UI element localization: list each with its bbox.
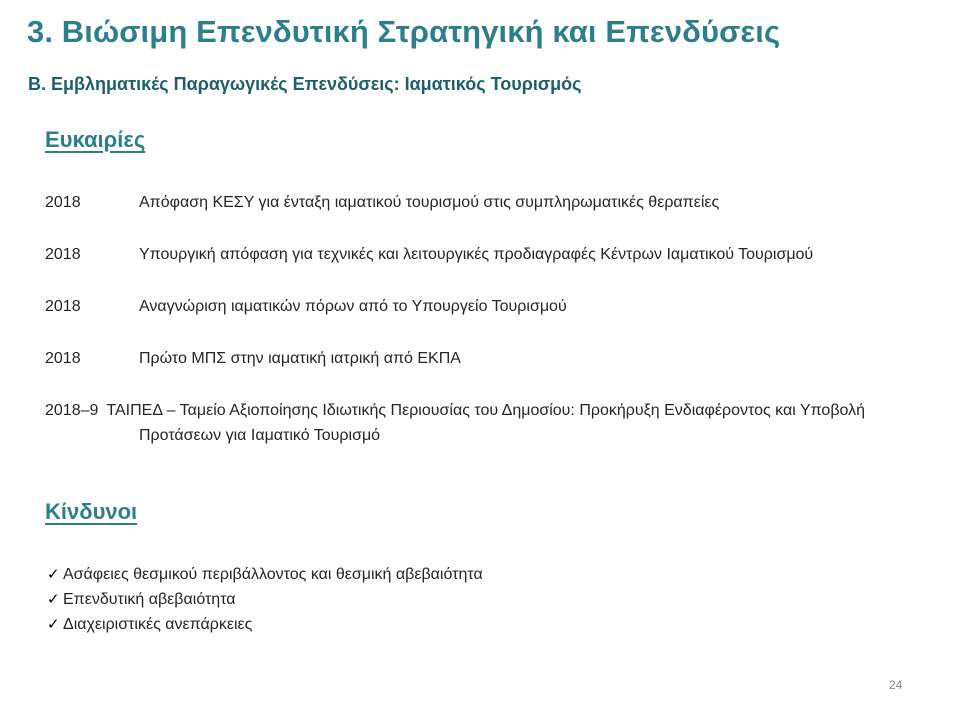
risk-item <box>47 587 483 612</box>
opportunity-item <box>45 346 915 371</box>
opportunity-item <box>45 398 915 448</box>
check-icon: ✓ <box>47 590 60 608</box>
opportunity-text: ΤΑΙΠΕΔ – Ταμείο Αξιοποίησης Ιδιωτικής Περιουσίας του Δημοσίου: Προκήρυξη Ενδιαφέροντος και Υποβολή Προτάσεων για Ιαματικό Τουρισμό <box>106 402 866 444</box>
opportunity-item <box>45 190 915 215</box>
risk-text: Επενδυτική αβεβαιότητα <box>63 591 236 608</box>
slide-subtitle: Β. Εμβληματικές Παραγωγικές Επενδύσεις: Ιαματικός Τουρισμός <box>28 74 582 94</box>
risk-text: Διαχειριστικές ανεπάρκειες <box>63 616 253 633</box>
opportunity-year: 2018 <box>45 350 81 367</box>
opportunity-text: Πρώτο ΜΠΣ στην ιαματική ιατρική από ΕΚΠΑ <box>139 350 461 367</box>
opportunity-item <box>45 294 915 319</box>
opportunities-heading: Ευκαιρίες <box>45 127 146 152</box>
risk-item <box>47 612 483 637</box>
opportunity-year: 2018 <box>45 194 81 211</box>
opportunity-text: Απόφαση ΚΕΣΥ για ένταξη ιαματικού τουρισμού στις συμπληρωματικές θεραπείες <box>139 194 720 211</box>
opportunity-year: 2018 <box>45 246 81 263</box>
slide-title: 3. Βιώσιμη Επενδυτική Στρατηγική και Επενδύσεις <box>27 14 781 49</box>
opportunities-list <box>45 190 915 475</box>
check-icon: ✓ <box>47 615 60 633</box>
risks-list <box>47 562 483 637</box>
check-icon: ✓ <box>47 565 60 583</box>
risk-text: Ασάφειες θεσμικού περιβάλλοντος και θεσμική αβεβαιότητα <box>63 566 483 583</box>
opportunity-year: 2018 <box>45 298 81 315</box>
opportunity-text: Αναγνώριση ιαματικών πόρων από το Υπουργείο Τουρισμού <box>139 298 567 315</box>
opportunity-item <box>45 242 915 267</box>
risks-heading: Κίνδυνοι <box>45 499 138 524</box>
opportunity-year: 2018–9 <box>45 402 99 419</box>
opportunity-text: Υπουργική απόφαση για τεχνικές και λειτουργικές προδιαγραφές Κέντρων Ιαματικού Τουρισμού <box>139 246 814 263</box>
page-number: 24 <box>889 678 903 692</box>
risk-item <box>47 562 483 587</box>
